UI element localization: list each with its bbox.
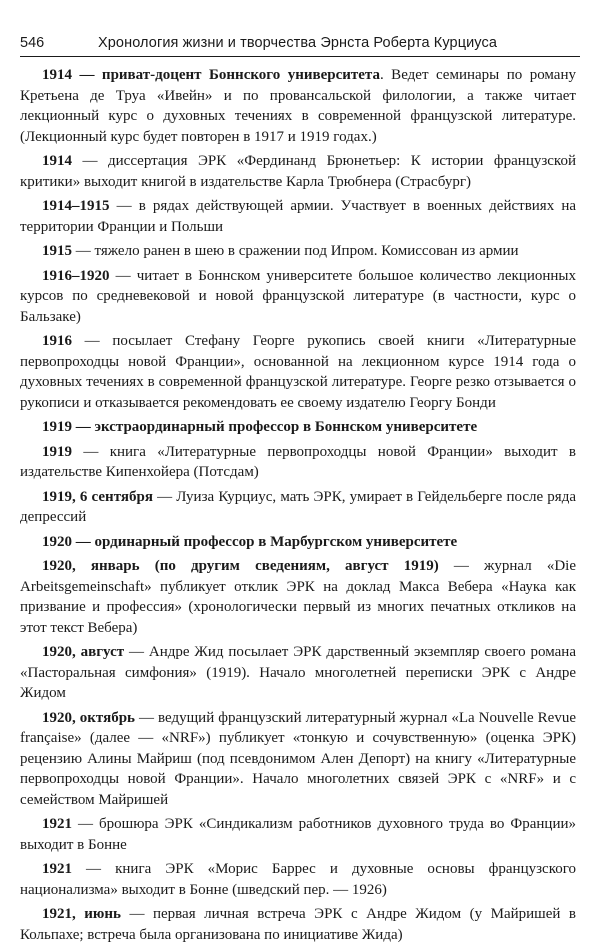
entry-date: 1921	[42, 816, 72, 832]
page-number: 546	[20, 35, 45, 51]
chronology-entry	[20, 708, 576, 811]
entry-date: 1919, 6 сентября	[42, 488, 153, 505]
entry-date: 1916	[42, 333, 72, 349]
entry-text: — диссертация ЭРК «Фердинанд Брюнетьер: К истории французской критики» выходит книгой в издательстве Карла Трюбнера (Страсбург)	[20, 153, 576, 190]
entry-text: . Ведет семинары по роману Кретьена де Труа «Ивейн» и по провансальской филологии, а также читает лекционный курс о духовных течениях в современной французской литературе. (Лекционный курс будет повторен в 1917 и 1919 годах.)	[20, 67, 576, 145]
chronology-entry	[20, 151, 576, 192]
chronology-entry	[20, 65, 576, 147]
chronology-entry	[20, 196, 576, 237]
entry-date: 1920, январь (по другим сведениям, август 1919)	[42, 558, 439, 574]
header-rule	[20, 56, 580, 57]
entry-text: — ведущий французский литературный журнал «La Nouvelle Revue française» (далее — «NRF») публикует «тонкую и сочувственную» (оценка ЭРК) рецензию Алины Майриш (под псевдонимом Ален Депорт) на книгу «Литературные первопроходцы новой Франции». Начало многолетних связей ЭРК с «NRF» и с семейством Майришей	[20, 709, 577, 808]
entry-date: 1921, июнь	[42, 906, 121, 922]
entry-date: 1914 — приват-доцент Боннского университета	[42, 67, 380, 83]
entry-text: — книга ЭРК «Морис Баррес и духовные основы французского национализма» выходит в Бонне (шведский пер. — 1926)	[20, 861, 576, 898]
chronology-entry	[20, 532, 576, 553]
chronology-entry	[20, 442, 576, 483]
entry-text: — читает в Боннском университете большое количество лекционных курсов по средневековой и новой французской литературе (в частности, курс о Бальзаке)	[20, 267, 576, 325]
chronology-entry	[20, 241, 576, 262]
entry-text: — первая личная встреча ЭРК с Андре Жидом (у Майришей в Кольпахе; встреча была организована по инициативе Жида)	[20, 906, 576, 943]
chronology-entries	[20, 65, 576, 945]
entry-date: 1920 — ординарный профессор в Марбургском университете	[42, 533, 458, 550]
chronology-entry	[20, 266, 576, 328]
running-header	[20, 34, 580, 52]
chronology-entry	[20, 487, 576, 528]
chronology-entry	[20, 814, 576, 855]
chronology-entry	[20, 859, 576, 900]
chronology-entry	[20, 642, 576, 704]
entry-text: — Андре Жид посылает ЭРК дарственный экземпляр своего романа «Пасторальная симфония» (1919). Начало многолетней переписки ЭРК с Андре Жидом	[20, 644, 576, 701]
chronology-entry	[20, 331, 576, 413]
entry-text: — книга «Литературные первопроходцы новой Франции» выходит в издательстве Кипенхойера (Потсдам)	[20, 443, 576, 480]
entry-date: 1919 — экстраординарный профессор в Боннском университете	[42, 419, 478, 435]
chronology-entry	[20, 904, 576, 945]
running-title: Хронология жизни и творчества Эрнста Роберта Курциуса	[98, 35, 497, 51]
entry-text: — журнал «Die Arbeitsgemeinschaft» публикует отклик ЭРК на доклад Макса Вебера «Наука как призвание и профессия» (хронологически первый из многих печатных откликов на этот текст Вебера)	[20, 558, 576, 636]
entry-date: 1920, октябрь	[42, 709, 135, 726]
entry-date: 1919	[42, 443, 72, 460]
entry-date: 1914	[42, 153, 72, 169]
entry-date: 1916–1920	[42, 267, 110, 284]
entry-text: — брошюра ЭРК «Синдикализм работников духовного труда во Франции» выходит в Бонне	[20, 816, 576, 853]
entry-text: — в рядах действующей армии. Участвует в военных действиях на территории Франции и Польши	[20, 198, 576, 235]
entry-text: — тяжело ранен в шею в сражении под Ипром. Комиссован из армии	[72, 243, 519, 259]
entry-date: 1915	[42, 243, 72, 259]
entry-text: — Луиза Курциус, мать ЭРК, умирает в Гейдельберге после ряда депрессий	[20, 488, 576, 525]
entry-date: 1921	[42, 861, 72, 877]
entry-date: 1920, август	[42, 644, 125, 660]
chronology-entry	[20, 417, 576, 438]
chronology-entry	[20, 556, 576, 638]
entry-text: — посылает Стефану Георге рукопись своей книги «Литературные первопроходцы новой Франции», основанной на лекционном курсе 1914 года о духовных течениях в современной французской литературе. Георге резко отзывается о рукописи и отказывается рекомендовать ее своему издателю Георгу Бонди	[20, 333, 576, 411]
entry-date: 1914–1915	[42, 198, 110, 214]
